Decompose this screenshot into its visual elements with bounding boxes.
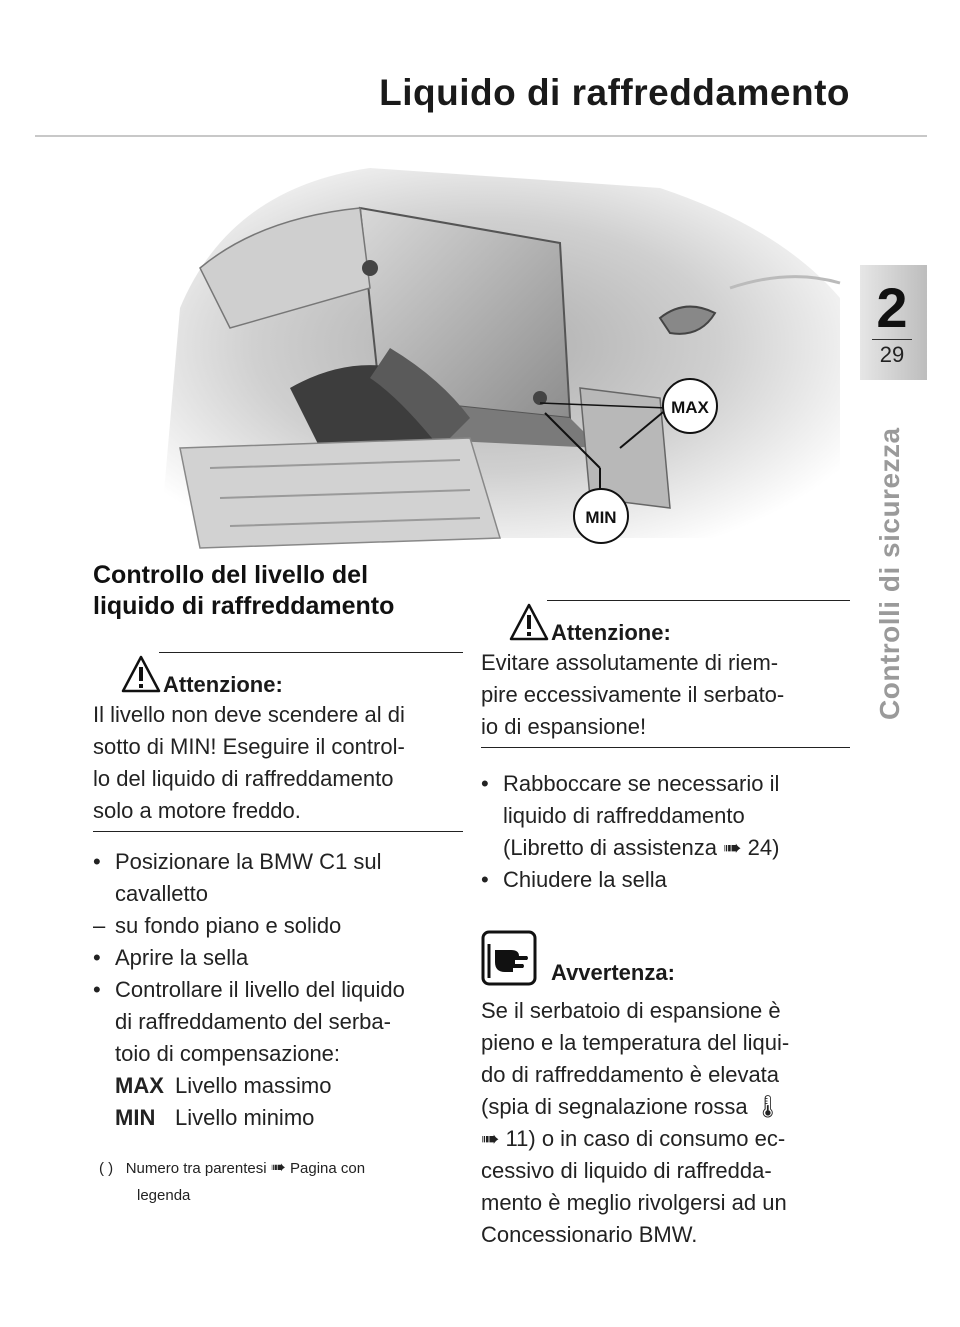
min-callout-label: MIN <box>585 508 617 527</box>
advisory-line: do di raffreddamento è elevata <box>481 1062 780 1087</box>
list-item-line: Posizionare la BMW C1 sul <box>115 849 382 874</box>
level-code: MIN <box>115 1105 156 1130</box>
chapter-divider <box>872 339 912 340</box>
list-item <box>93 974 463 1070</box>
refill-list <box>481 768 850 896</box>
bullet-mark: • <box>481 867 489 892</box>
footnote-line2: legenda <box>137 1187 191 1204</box>
page-title: Liquido di raffreddamento <box>379 72 850 113</box>
advisory-line: cessivo di liquido di raffredda- <box>481 1158 772 1183</box>
list-item-line: (Libretto di assistenza ➠ 24) <box>503 835 780 860</box>
max-callout <box>663 379 717 433</box>
level-label: Livello massimo <box>175 1073 332 1098</box>
warning-line: lo del liquido di raffreddamento <box>93 766 394 791</box>
warning-body <box>93 699 463 832</box>
list-item-line: Chiudere la sella <box>503 867 667 892</box>
advisory-body <box>481 995 850 1251</box>
advisory-note <box>481 930 850 1251</box>
warning-rule <box>547 600 850 601</box>
warning-line: pire eccessivamente il serbato- <box>481 682 785 707</box>
bullet-mark: • <box>481 771 489 796</box>
list-item-line: cavalletto <box>115 881 208 906</box>
max-callout-label: MAX <box>671 398 709 417</box>
pointing-hand-icon <box>481 930 537 986</box>
list-item <box>93 846 463 910</box>
advisory-line: pieno e la temperatura del liqui- <box>481 1030 790 1055</box>
list-item <box>93 942 463 974</box>
list-item-line: su fondo piano e solido <box>115 913 342 938</box>
advisory-line: ➠ 11) o in caso di consumo ec- <box>481 1126 786 1151</box>
advisory-line: mento è meglio rivolgersi ad un <box>481 1190 787 1215</box>
advisory-line: Concessionario BMW. <box>481 1222 698 1247</box>
warning-triangle-icon <box>509 603 549 641</box>
bullet-mark: • <box>93 849 101 874</box>
warning-triangle-icon <box>121 655 161 693</box>
title-divider <box>35 135 927 137</box>
procedure-list <box>93 846 463 1070</box>
level-row-max <box>115 1070 463 1102</box>
list-item-line: di raffreddamento del serba- <box>115 1009 391 1034</box>
list-item-line: Rabboccare se necessario il <box>503 771 780 796</box>
list-item-line: liquido di raffreddamento <box>503 803 745 828</box>
warning-notice-2 <box>481 600 850 748</box>
advisory-title: Avvertenza: <box>551 960 675 985</box>
footnote-text-after: Pagina con <box>290 1160 366 1177</box>
section-heading-line1: Controllo del livello del <box>93 561 369 589</box>
bullet-mark: • <box>93 977 101 1002</box>
list-item-line: Controllare il livello del liquido <box>115 977 405 1002</box>
right-column <box>481 590 850 1251</box>
warning-line: solo a motore freddo. <box>93 798 301 823</box>
section-heading-line2: liquido di raffreddamento <box>93 592 395 620</box>
level-row-min <box>115 1102 463 1134</box>
warning-line: io di espansione! <box>481 714 647 739</box>
warning-title: Attenzione: <box>163 672 283 697</box>
list-item <box>481 864 850 896</box>
chapter-number: 2 <box>876 276 908 339</box>
warning-notice <box>93 652 463 832</box>
footnote-text: Numero tra parentesi <box>125 1160 267 1177</box>
warning-body <box>481 647 850 748</box>
list-item-line: toio di compensazione: <box>115 1041 341 1066</box>
warning-rule <box>159 652 463 653</box>
dash-mark: – <box>93 913 106 938</box>
advisory-line: (spia di segnalazione rossa 🌡 <box>481 1094 782 1119</box>
min-callout <box>574 489 628 543</box>
chapter-side-label: Controlli di sicurezza <box>874 427 905 720</box>
warning-title: Attenzione: <box>551 620 671 645</box>
advisory-line: Se il serbatoio di espansione è <box>481 998 781 1023</box>
level-legend <box>93 1070 463 1134</box>
footnote-paren: ( ) <box>99 1160 114 1177</box>
bullet-mark: • <box>93 945 101 970</box>
warning-line: Il livello non deve scendere al di <box>93 702 405 727</box>
footnote <box>93 1154 463 1209</box>
warning-line: Evitare assolutamente di riem- <box>481 650 779 675</box>
level-code: MAX <box>115 1073 164 1098</box>
level-label: Livello minimo <box>175 1105 315 1130</box>
list-item <box>481 768 850 864</box>
arrow-icon: ➠ <box>270 1157 286 1177</box>
warning-line: sotto di MIN! Eseguire il control- <box>93 734 405 759</box>
list-item <box>93 910 463 942</box>
coolant-reservoir-photo <box>140 148 860 558</box>
page-number: 29 <box>879 342 905 367</box>
chapter-tab <box>857 265 927 380</box>
section-heading <box>93 560 463 622</box>
left-column <box>93 560 463 1209</box>
list-item-line: Aprire la sella <box>115 945 249 970</box>
